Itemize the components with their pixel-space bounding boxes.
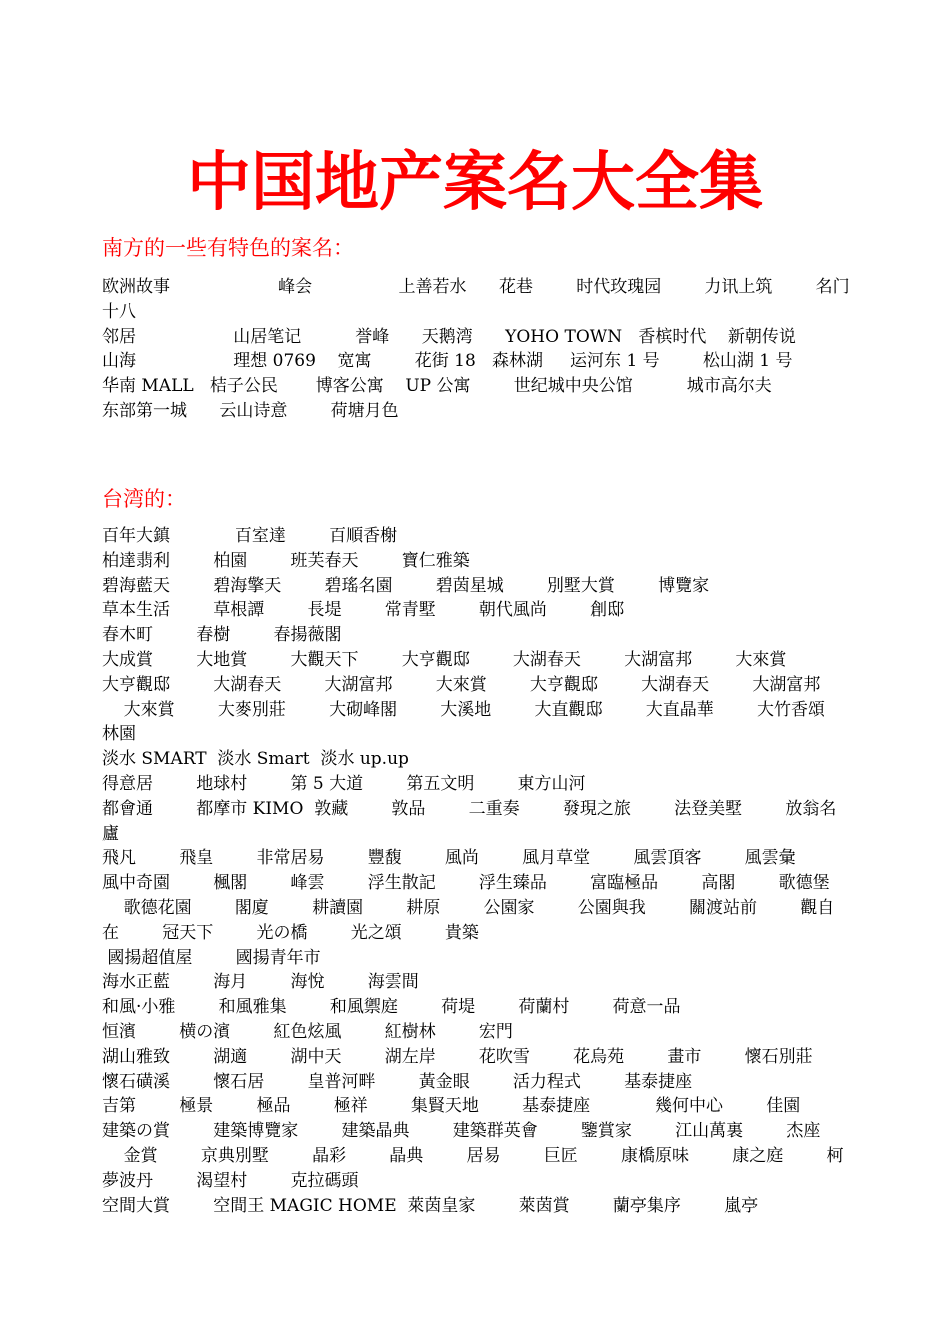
name-list-line: 風中奇園 楓閣 峰雲 浮生散記 浮生臻品 富臨極品 高閣 歌德堡 <box>102 873 830 894</box>
name-list-line: 國揚超值屋 國揚青年市 <box>102 947 321 968</box>
name-list-line: 飛凡 飛皇 非常居易 豐馥 風尚 風月草堂 風雲頂客 風雲彙 <box>102 848 796 869</box>
page-title: 中国地产案名大全集 <box>187 145 763 220</box>
taiwan-section-heading: 台湾的： <box>102 487 186 511</box>
name-list-line: 恒濱 横の濱 紅色炫風 紅樹林 宏門 <box>102 1021 513 1042</box>
name-list-line: 东部第一城 云山诗意 荷塘月色 <box>102 400 399 421</box>
name-list-line: 邻居 山居笔记 誉峰 天鹅湾 YOHO TOWN 香槟时代 新朝传说 <box>102 326 796 347</box>
name-list-line: 华南 MALL 桔子公民 博客公寓 UP 公寓 世纪城中央公馆 城市高尔夫 <box>102 376 772 397</box>
name-list-line: 欧洲故事 峰会 上善若水 花巷 时代玫瑰园 力讯上筑 名门 <box>102 277 850 297</box>
name-list-line: 草本生活 草根譚 長堤 常青墅 朝代風尚 創邸 <box>102 600 625 621</box>
name-list-line: 大來賞 大麥別莊 大砌峰閣 大溪地 大直觀邸 大直晶華 大竹香頌 <box>102 699 825 720</box>
name-list-line: 百年大鎮 百室達 百順香榭 <box>102 526 398 546</box>
name-list-line: 淡水 SMART 淡水 Smart 淡水 up.up <box>102 749 409 770</box>
taiwan-name-list <box>102 524 862 1218</box>
south-section-heading: 南方的一些有特色的案名： <box>102 236 354 260</box>
name-list-line: 和風·小雅 和風雅集 和風禦庭 荷堤 荷蘭村 荷意一品 <box>102 997 681 1018</box>
name-list-line: 都會通 都摩市 KIMO 敦藏 敦品 二重奏 發現之旅 法登美墅 放翁名 <box>102 798 837 819</box>
name-list-line: 十八 <box>102 301 136 322</box>
name-list-line: 碧海藍天 碧海擎天 碧瑤名園 碧茵星城 別墅大賞 博覽家 <box>102 575 710 596</box>
south-name-list <box>102 275 862 424</box>
name-list-line: 懷石磺溪 懷石居 皇普河畔 黃金眼 活力程式 基泰捷座 <box>102 1071 693 1092</box>
name-list-line: 柏達翡利 柏園 班芙春天 寶仁雅築 <box>102 550 470 571</box>
name-list-line: 在 冠天下 光の橋 光之頌 貴築 <box>102 922 479 943</box>
name-list-line: 海水正藍 海月 海悅 海雲間 <box>102 972 419 993</box>
name-list-line: 山海 理想 0769 宽寓 花街 18 森林湖 运河东 1 号 松山湖 1 号 <box>102 351 793 372</box>
name-list-line: 林園 <box>102 724 136 745</box>
name-list-line: 建築の賞 建築博覽家 建築晶典 建築群英會 鑒賞家 江山萬裏 杰座 <box>102 1121 821 1142</box>
name-list-line: 歌德花園 閣廈 耕讀園 耕原 公園家 公園與我 關渡站前 觀自 <box>102 897 835 918</box>
name-list-line: 春木町 春樹 春揚薇閣 <box>102 625 342 646</box>
name-list-line: 夢波丹 渴望村 克拉碼頭 <box>102 1170 359 1191</box>
name-list-line: 大成賞 大地賞 大觀天下 大亨觀邸 大湖春天 大湖富邦 大來賞 <box>102 649 787 670</box>
name-list-line: 湖山雅致 湖適 湖中天 湖左岸 花吹雪 花烏苑 畫市 懷石別莊 <box>102 1046 813 1067</box>
name-list-line: 大亨觀邸 大湖春天 大湖富邦 大來賞 大亨觀邸 大湖春天 大湖富邦 <box>102 674 821 695</box>
name-list-line: 吉第 極景 極品 極祥 集賢天地 基泰捷座 幾何中心 佳園 <box>102 1096 801 1117</box>
name-list-line: 金賞 京典別墅 晶彩 晶典 居易 巨匠 康橋原味 康之庭 柯 <box>102 1145 844 1166</box>
name-list-line: 空間大賞 空間王 MAGIC HOME 萊茵皇家 萊茵賞 蘭亭集序 嵐亭 <box>102 1195 759 1216</box>
name-list-line: 廬 <box>102 823 119 844</box>
name-list-line: 得意居 地球村 第 5 大道 第五文明 東方山河 <box>102 773 586 794</box>
